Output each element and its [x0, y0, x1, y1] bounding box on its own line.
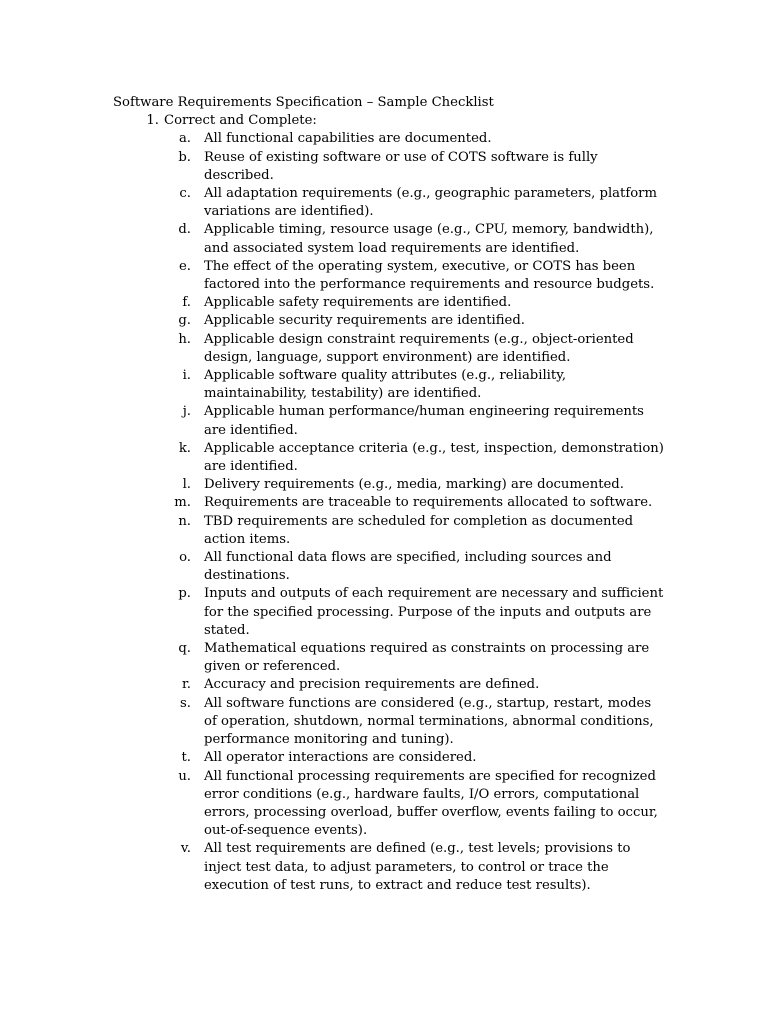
checklist-item: [113, 494, 713, 512]
item-letter: j.: [182, 404, 191, 420]
item-text: Applicable timing, resource usage (e.g., CPU, memory, bandwidth), and associated system load requirements are identified.: [204, 222, 654, 256]
item-letter: s.: [180, 695, 191, 711]
checklist-item: [113, 258, 713, 294]
item-text: All functional data flows are specified, including sources and destinations.: [204, 550, 612, 584]
item-text: Accuracy and precision requirements are defined.: [204, 677, 540, 693]
checklist-item: [113, 403, 713, 439]
item-letter: f.: [182, 295, 191, 311]
item-letter: q.: [178, 641, 191, 657]
checklist-item: [113, 312, 713, 330]
item-text: The effect of the operating system, executive, or COTS has been factored into the performance requirements and resource budgets.: [204, 258, 655, 293]
item-letter: i.: [182, 368, 191, 384]
item-letter: r.: [181, 677, 191, 693]
item-letter: o.: [179, 550, 191, 566]
item-letter: b.: [178, 149, 191, 165]
item-letter: e.: [179, 258, 191, 274]
checklist-item: [113, 185, 713, 221]
item-text: Applicable design constraint requirements (e.g., object-oriented design, language, support environment) are identified.: [204, 331, 634, 365]
item-letter: c.: [179, 186, 191, 201]
checklist-item: [113, 549, 713, 585]
checklist-item: [113, 676, 713, 694]
item-text: Applicable acceptance criteria (e.g., test, inspection, demonstration) are identified.: [204, 440, 664, 475]
item-text: All functional capabilities are documented.: [204, 131, 492, 147]
checklist-item: [113, 768, 713, 841]
item-text: Applicable software quality attributes (e.g., reliability, maintainability, testability) are identified.: [204, 368, 567, 402]
checklist-item: [113, 476, 713, 494]
item-letter: m.: [174, 495, 191, 511]
checklist-item: [113, 331, 713, 367]
checklist-item: [113, 695, 713, 750]
checklist-item: [113, 585, 713, 640]
item-text: All operator interactions are considered.: [204, 750, 477, 766]
item-letter: l.: [182, 477, 191, 493]
checklist-item: [113, 749, 713, 767]
item-letter: u.: [178, 768, 191, 784]
item-text: Requirements are traceable to requirements allocated to software.: [204, 495, 653, 511]
item-text: Mathematical equations required as constraints on processing are given or referenced.: [204, 641, 650, 675]
item-text: Delivery requirements (e.g., media, marking) are documented.: [204, 477, 624, 493]
item-text: All adaptation requirements (e.g., geographic parameters, platform variations are identified).: [204, 186, 657, 220]
checklist-item: [113, 440, 713, 476]
checklist-section: [113, 112, 713, 895]
item-text: Applicable security requirements are identified.: [204, 313, 525, 329]
checklist-item: [113, 513, 713, 549]
checklist-item: [113, 149, 713, 185]
item-text: Inputs and outputs of each requirement are necessary and sufficient for the specified processing. Purpose of the inputs and outputs are stated.: [204, 586, 664, 638]
item-letter: g.: [178, 313, 191, 329]
item-text: All test requirements are defined (e.g., test levels; provisions to inject test data, to adjust parameters, to control or trace the execution of test runs, to extract and reduce test results).: [204, 841, 631, 893]
item-letter: h.: [178, 331, 191, 347]
item-letter: d.: [178, 222, 191, 238]
checklist-item: [113, 294, 713, 312]
section-label: Correct and Complete:: [164, 113, 317, 129]
item-letter: p.: [178, 586, 191, 602]
item-letter: k.: [178, 440, 191, 456]
checklist-item: [113, 221, 713, 257]
item-text: TBD requirements are scheduled for completion as documented action items.: [204, 513, 634, 547]
item-text: Applicable human performance/human engineering requirements are identified.: [204, 404, 644, 438]
item-letter: t.: [181, 750, 191, 766]
checklist-item: [113, 130, 713, 148]
checklist-items: [113, 130, 713, 895]
item-text: Reuse of existing software or use of COTS software is fully described.: [204, 149, 598, 183]
checklist-item: [113, 367, 713, 403]
checklist-item: [113, 840, 713, 895]
document-title: Software Requirements Specification – Sample Checklist: [113, 95, 494, 110]
item-text: All functional processing requirements are specified for recognized error conditions (e.g., hardware faults, I/O errors, computational errors, processing overload, buffer overflow, events failing to occur, out-of-sequence events).: [204, 768, 658, 839]
item-text: All software functions are considered (e.g., startup, restart, modes of operation, shutdown, normal terminations, abnormal conditions, performance monitoring and tuning).: [204, 695, 654, 748]
section-number: 1.: [146, 113, 159, 129]
item-letter: v.: [180, 841, 191, 857]
section-heading: [113, 112, 713, 130]
item-letter: a.: [178, 131, 191, 147]
item-letter: n.: [178, 513, 191, 529]
checklist-item: [113, 640, 713, 676]
item-text: Applicable safety requirements are identified.: [204, 295, 512, 311]
